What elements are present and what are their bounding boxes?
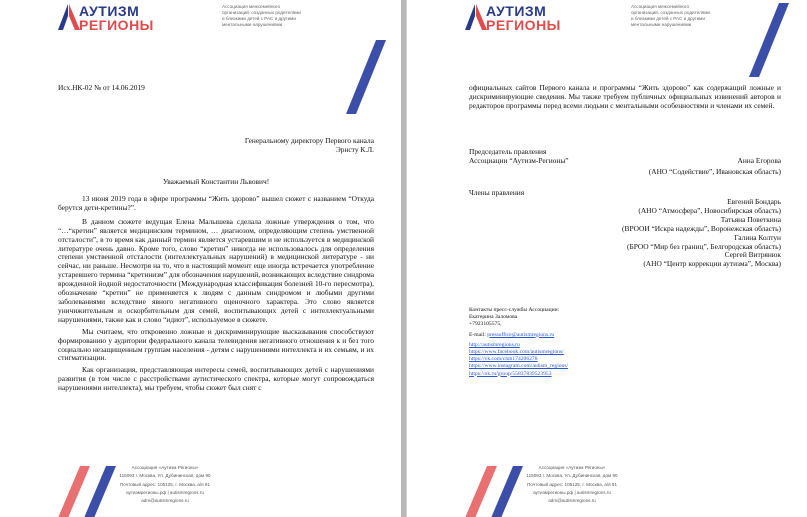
vk-link[interactable]: https://vk.com/club174206278 <box>469 356 538 363</box>
email-link[interactable]: pressoffice@autismregions.ru <box>487 331 555 338</box>
body-paragraph: Как организация, представляющая интересы семей, воспитывающих детей с нарушениями развития (в том числе с расстройствами аутистического спектра, которые могут сопровождаться нарушениями интеллекта), мы требуем, чтобы сюжет был снят с <box>58 365 374 393</box>
logo-line-1: АУТИЗМ <box>79 3 140 19</box>
member-org: (АНО “Атмосфера”, Новосибирская область) <box>638 205 781 215</box>
site-link[interactable]: http://autismregions.ru <box>469 341 520 348</box>
member-name: Сергей Витрянюк <box>724 250 781 260</box>
logo-tagline: Ассоциация межсемейного организаций, созданных родителями и близкими детей с РАС и другими ментальными нарушениями <box>222 4 301 27</box>
logo-line-2: РЕГИОНЫ <box>79 17 154 33</box>
member-org: (ВРООИ “Искра надежды”, Воронежская область) <box>622 223 781 233</box>
decor-stripe-icon <box>749 3 789 77</box>
body-paragraph: 13 июня 2019 года в эфире программы “Жить здорово” вышел сюжет с названием “Откуда берутся дети-кретины?”. <box>58 194 374 212</box>
board-members <box>527 198 781 269</box>
members-label: Члены правления <box>469 188 525 197</box>
logo-a-icon <box>58 4 80 30</box>
letter-page-1 <box>0 0 402 517</box>
chair-name: Анна Егорова <box>737 156 781 165</box>
letter-body <box>58 195 374 393</box>
member-name: Галина Колтун <box>734 232 781 242</box>
outgoing-number: Исх.НК-02 № от 14.06.2019 <box>58 83 145 92</box>
chair-org: (АНО “Содействие”, Ивановская область) <box>648 167 781 176</box>
salutation: Уважаемый Константин Львович! <box>162 177 270 186</box>
member-name: Татьяна Поветкина <box>720 214 781 224</box>
logo-line-1: АУТИЗМ <box>486 3 547 19</box>
body-paragraph: В данном сюжете ведущая Елена Малышева сделала ложные утверждения о том, что “…“кретин” является медицинским термином, … диагнозом, определяющим степень умственной отсталости”, в то время как данный термин является устаревшим и не используется в медицинской литературе очень давно. Кроме того, слово “кретин” никогда не использовалось для определения степени умственной отсталости (интеллектуальных нарушений) в медицинской литературе - ни сейчас, ни раньше. Несмотря на то, что в настоящий момент еще иногда встречается употребление устаревшего термина “кретинизм” для обозначения нарушений, возникающих вследствие синдрома врожденной йодной недостаточности (Международная классификация болезней 10-го пересмотра), обозначение “кретин” не применяется к людям с данным синдромом и любыми другими заболеваниями вследствие явного негативного оценочного характера. Это слово является уничижительным и оскорбительным для семей, воспитывающих детей с интеллектуальными нарушениями, также как и слово “идиот”, используемое в сюжете. <box>58 216 374 324</box>
member-org: (АНО “Центр коррекции аутизма”, Москва) <box>643 259 781 269</box>
footer-contacts: Ассоциация «Аутизм Регионы» 115093 г. Москва, Ул. Дубининская, дом 90 Почтовый адрес: 105125, г. Москва, а/я 91 аутизмрегионы.рф | autismregions.ru adm@autismregions.ru <box>526 465 618 504</box>
ok-link[interactable]: https://ok.ru/group/55837839523953 <box>469 370 552 377</box>
recipient-address: Генеральному директору Первого канала Эрнсту К.Л. <box>244 136 374 154</box>
association-name: Ассоциации “Аутизм-Регионы” <box>469 156 569 165</box>
facebook-link[interactable]: https://www.facebook.com/autismregions/ <box>469 349 564 356</box>
press-contacts: Контакты пресс-службы Ассоциации: Екатерина Заломова +7923105575, E-mail: pressoffice@autismregions.ru http://autismregions.ru https://www.facebook.com/autismregions/ https://vk.com/club174206278 https://www.instagram.com/autism_regions/ https://ok.ru/group/55837839523953 <box>469 307 689 378</box>
logo-a-icon <box>465 4 487 30</box>
member-org: (БРОО “Мир без границ”, Белгородская область) <box>627 241 781 251</box>
instagram-link[interactable]: https://www.instagram.com/autism_regions/ <box>469 363 569 370</box>
logo-line-2: РЕГИОНЫ <box>486 17 561 33</box>
logo-tagline: Ассоциация межсемейного организаций, созданных родителями и близкими детей с РАС и другими ментальными нарушениями <box>631 4 710 27</box>
letter-continuation: официальных сайтов Первого канала и программы “Жить здорово” как содержащий ложные и дискриминирующие сведения. Мы также требуем публичных официальных извинений авторов и редакторов программы перед всеми людьми с ментальными особенностями и членами их семей. <box>469 83 781 110</box>
footer-contacts: Ассоциация «Аутизм Регионы» 115093 г. Москва, Ул. Дубининская, дом 90 Почтовый адрес: 105125, г. Москва, а/я 91 аутизмрегионы.рф | autismregions.ru adm@autismregions.ru <box>119 465 211 504</box>
body-paragraph: Мы считаем, что откровенно ложные и дискриминирующие высказывания способствуют формированию у аудитории федерального канала телевидения негативного отношения к и без того социально незащищенным группам населения - детям с нарушениями интеллекта и их семьям, и их стигматизации. <box>58 326 374 363</box>
member-name: Евгений Бондарь <box>727 197 781 206</box>
chair-label: Председатель правления <box>469 147 547 156</box>
decor-stripe-icon <box>346 40 386 114</box>
letter-page-2 <box>406 0 807 517</box>
